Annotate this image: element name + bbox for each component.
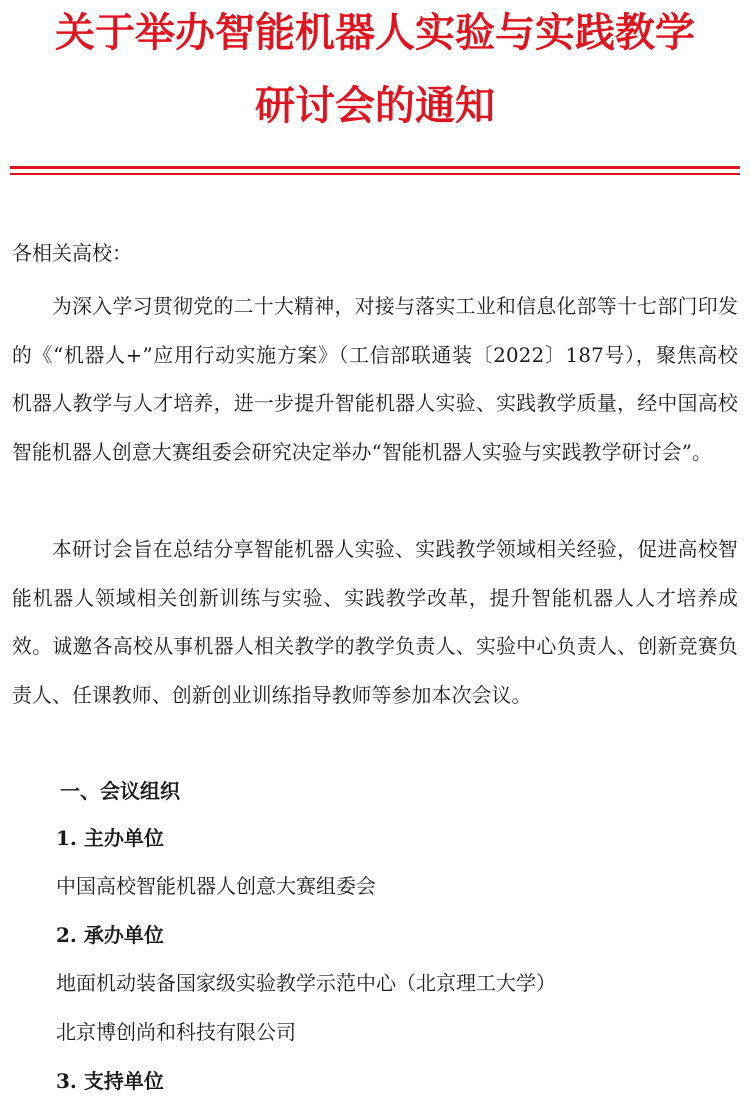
document-title-line-2: 研讨会的通知 <box>255 82 495 129</box>
header-rule-thin <box>10 173 740 175</box>
document-title-line-1: 关于举办智能机器人实验与实践教学 <box>55 9 695 56</box>
section-heading-organization: 一、会议组织 <box>60 779 180 803</box>
salutation: 各相关高校： <box>12 241 132 265</box>
organizer-unit-1: 地面机动装备国家级实验教学示范中心（北京理工大学） <box>56 971 556 995</box>
subheading-host: 1. 主办单位 <box>56 826 164 850</box>
subheading-organizer: 2. 承办单位 <box>56 923 164 947</box>
paragraph-intro: 为深入学习贯彻党的二十大精神，对接与落实工业和信息化部等十七部门印发的《“机器人+”应用行动实施方案》（工信部联通装〔2022〕187号），聚焦高校机器人教学与人才培养，进一步提升智能机器人实验、实践教学质量，经中国高校智能机器人创意大赛组委会研究决定举办“智能机器人实验与实践教学研讨会”。 <box>12 295 738 465</box>
organizer-unit-2: 北京博创尚和科技有限公司 <box>56 1020 296 1044</box>
header-rule-thick <box>10 166 740 169</box>
subheading-support: 3. 支持单位 <box>56 1069 164 1093</box>
host-unit: 中国高校智能机器人创意大赛组委会 <box>56 874 376 898</box>
paragraph-purpose: 本研讨会旨在总结分享智能机器人实验、实践教学领域相关经验，促进高校智能机器人领域相关创新训练与实验、实践教学改革，提升智能机器人人才培养成效。诚邀各高校从事机器人相关教学的教学负责人、实验中心负责人、创新竞赛负责人、任课教师、创新创业训练指导教师等参加本次会议。 <box>12 538 738 708</box>
